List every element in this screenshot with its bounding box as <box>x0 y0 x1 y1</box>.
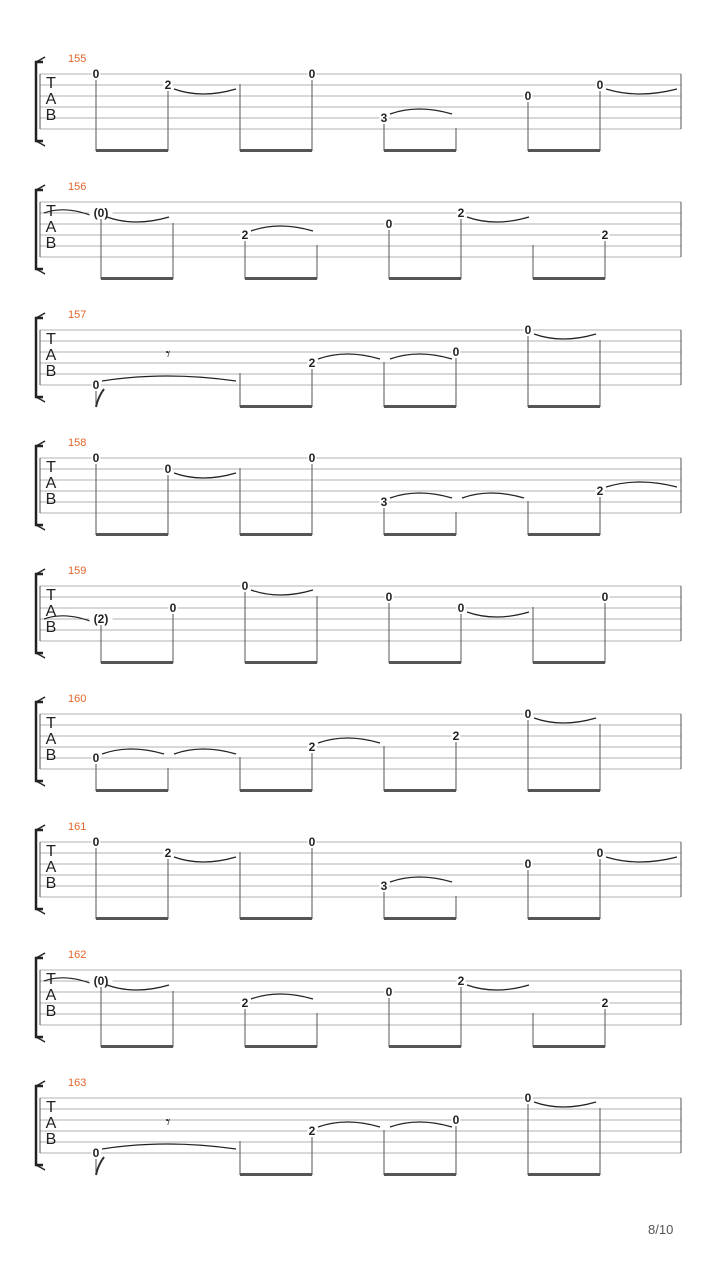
fret-number: 2 <box>164 846 172 860</box>
tab-clef-letter: T <box>46 331 56 348</box>
fret-number: 0 <box>92 378 100 392</box>
fret-number: 0 <box>241 579 249 593</box>
tie <box>318 738 380 743</box>
beam <box>240 149 312 152</box>
tab-clef-letter: T <box>46 971 56 988</box>
tab-clef-letter: A <box>45 987 57 1004</box>
beam <box>96 533 168 536</box>
fret-number: 0 <box>524 323 532 337</box>
tie <box>174 857 236 862</box>
tie <box>102 749 164 754</box>
tab-clef-letter: T <box>46 75 56 92</box>
measure-number: 162 <box>68 949 87 961</box>
fret-number: 0 <box>308 67 316 81</box>
fret-number: 0 <box>596 78 604 92</box>
beam <box>101 277 173 280</box>
fret-number: 0 <box>457 601 465 615</box>
tie <box>251 226 313 231</box>
fret-number: 0 <box>92 835 100 849</box>
tab-clef-letter: T <box>46 1099 56 1116</box>
tab-system <box>36 565 681 664</box>
fret-number: 2 <box>164 78 172 92</box>
beam <box>528 533 600 536</box>
tie <box>102 1144 236 1149</box>
measure-number: 155 <box>68 53 87 65</box>
tie <box>390 1122 452 1127</box>
tie <box>318 354 380 359</box>
tab-clef-letter: B <box>45 107 57 124</box>
tab-clef-letter: T <box>46 459 56 476</box>
tie <box>107 217 169 222</box>
fret-number: 0 <box>524 707 532 721</box>
tie <box>390 877 452 882</box>
tab-clef-letter: T <box>46 587 56 604</box>
fret-number: 3 <box>380 111 388 125</box>
beam <box>245 661 317 664</box>
beam <box>384 1173 456 1176</box>
fret-number: 0 <box>385 590 393 604</box>
tab-clef-letter: B <box>45 491 57 508</box>
beam <box>528 149 600 152</box>
tie <box>107 985 169 990</box>
beam <box>240 405 312 408</box>
measure-number: 157 <box>68 309 87 321</box>
fret-number: 0 <box>524 857 532 871</box>
tie <box>467 217 529 222</box>
beam <box>528 917 600 920</box>
measure-number: 159 <box>68 565 87 577</box>
beam <box>384 917 456 920</box>
tab-clef-letter: B <box>45 363 57 380</box>
fret-number: 2 <box>457 206 465 220</box>
beam <box>389 1045 461 1048</box>
fret-number: (0) <box>93 206 109 220</box>
tie <box>534 334 596 339</box>
fret-number: 2 <box>457 974 465 988</box>
fret-number: 0 <box>92 451 100 465</box>
fret-number: 2 <box>452 729 460 743</box>
beam <box>101 661 173 664</box>
beam <box>528 789 600 792</box>
tie <box>462 493 524 498</box>
tab-clef-letter: T <box>46 843 56 860</box>
fret-number: 2 <box>308 356 316 370</box>
beam <box>96 917 168 920</box>
tie <box>390 354 452 359</box>
fret-number: 2 <box>241 228 249 242</box>
beam <box>240 917 312 920</box>
tie <box>174 89 236 94</box>
beam <box>389 277 461 280</box>
beam <box>96 149 168 152</box>
fret-number: 0 <box>92 1146 100 1160</box>
beam <box>533 661 605 664</box>
fret-number: 0 <box>92 67 100 81</box>
fret-number: 0 <box>452 345 460 359</box>
tab-system <box>36 53 681 152</box>
beam <box>384 789 456 792</box>
fret-number: 0 <box>92 751 100 765</box>
tab-system <box>36 437 681 536</box>
tab-system <box>36 949 681 1048</box>
tab-clef-letter: B <box>45 235 57 252</box>
eighth-rest: 𝄾 <box>165 344 171 365</box>
tab-clef-letter: A <box>45 859 57 876</box>
tie <box>174 473 236 478</box>
fret-number: 2 <box>596 484 604 498</box>
fret-number: 3 <box>380 879 388 893</box>
beam <box>240 533 312 536</box>
beam <box>384 149 456 152</box>
tab-clef-letter: B <box>45 747 57 764</box>
measure-number: 161 <box>68 821 87 833</box>
fret-number: 0 <box>308 451 316 465</box>
tab-system <box>36 821 681 920</box>
tab-clef-letter: A <box>45 347 57 364</box>
beam <box>240 1173 312 1176</box>
fret-number: 0 <box>164 462 172 476</box>
tab-system <box>36 693 681 792</box>
beam <box>245 277 317 280</box>
tie <box>390 493 452 498</box>
beam <box>384 405 456 408</box>
beam <box>101 1045 173 1048</box>
fret-number: 0 <box>169 601 177 615</box>
tie <box>318 1122 380 1127</box>
fret-number: 0 <box>385 217 393 231</box>
beam <box>528 1173 600 1176</box>
tie <box>534 718 596 723</box>
tab-clef-letter: T <box>46 715 56 732</box>
measure-number: 156 <box>68 181 87 193</box>
fret-number: 0 <box>596 846 604 860</box>
tab-clef-letter: A <box>45 219 57 236</box>
tab-system <box>36 309 681 408</box>
tab-clef-letter: B <box>45 1131 57 1148</box>
tie <box>251 994 313 999</box>
tie <box>102 376 236 381</box>
beam <box>533 277 605 280</box>
tab-clef-letter: B <box>45 875 57 892</box>
tab-clef-letter: B <box>45 1003 57 1020</box>
fret-number: 0 <box>601 590 609 604</box>
tie <box>390 109 452 114</box>
fret-number: 0 <box>524 89 532 103</box>
fret-number: 2 <box>308 740 316 754</box>
tab-clef-letter: A <box>45 475 57 492</box>
tab-clef-letter: A <box>45 1115 57 1132</box>
tab-clef-letter: B <box>45 619 57 636</box>
tab-clef-letter: A <box>45 603 57 620</box>
tie <box>534 1102 596 1107</box>
fret-number: 3 <box>380 495 388 509</box>
beam <box>245 1045 317 1048</box>
beam <box>389 661 461 664</box>
beam <box>96 789 168 792</box>
tie <box>467 985 529 990</box>
fret-number: 2 <box>601 228 609 242</box>
tab-system <box>36 1077 681 1176</box>
fret-number: 0 <box>524 1091 532 1105</box>
fret-number: (0) <box>93 974 109 988</box>
tie <box>606 89 677 94</box>
tie <box>606 482 677 487</box>
fret-number: 0 <box>308 835 316 849</box>
beam <box>533 1045 605 1048</box>
measure-number: 163 <box>68 1077 87 1089</box>
tie <box>174 749 236 754</box>
beam <box>240 789 312 792</box>
beam <box>528 405 600 408</box>
fret-number: 2 <box>241 996 249 1010</box>
page-number: 8/10 <box>648 1222 674 1237</box>
tab-clef-letter: A <box>45 731 57 748</box>
tie <box>467 612 529 617</box>
eighth-rest: 𝄾 <box>165 1112 171 1133</box>
tie <box>251 590 313 595</box>
fret-number: 0 <box>385 985 393 999</box>
fret-number: 0 <box>452 1113 460 1127</box>
fret-number: (2) <box>93 612 109 626</box>
fret-number: 2 <box>601 996 609 1010</box>
measure-number: 160 <box>68 693 87 705</box>
tie <box>606 857 677 862</box>
beam <box>384 533 456 536</box>
tab-system <box>36 181 681 280</box>
tab-clef-letter: A <box>45 91 57 108</box>
tab-clef-letter: T <box>46 203 56 220</box>
measure-number: 158 <box>68 437 87 449</box>
fret-number: 2 <box>308 1124 316 1138</box>
